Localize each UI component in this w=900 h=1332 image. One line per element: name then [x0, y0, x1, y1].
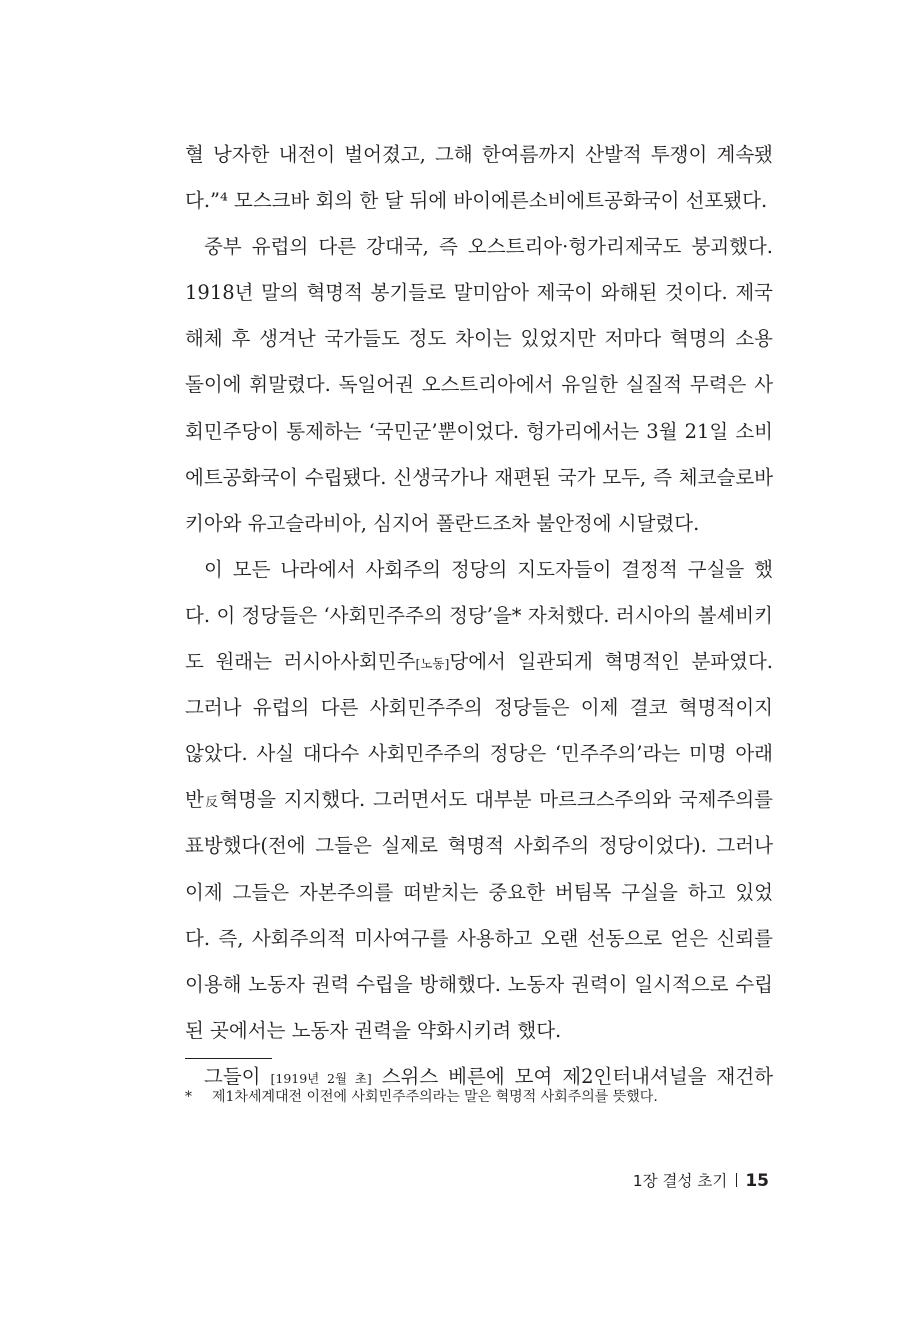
body-line: [185, 639, 773, 685]
body-line: 키아와 유고슬라비아, 심지어 폴란드조차 불안정에 시달렸다.: [185, 511, 700, 535]
body-text-segment: 반: [185, 788, 204, 812]
body-text-segment: 도 원래는 러시아사회민주: [185, 650, 416, 674]
body-line: 다. 즉, 사회주의적 미사여구를 사용하고 오랜 선동으로 얻은 신뢰를: [185, 926, 773, 950]
footer-separator: [736, 1173, 737, 1187]
body-line: 해체 후 생겨난 국가들도 정도 차이는 있었지만 저마다 혁명의 소용: [185, 327, 773, 351]
body-text-segment: 혁명을 지지했다. 그러면서도 대부분 마르크스주의와 국제주의를: [219, 788, 773, 812]
body-line: 이 모든 나라에서 사회주의 정당의 지도자들이 결정적 구실을 했: [204, 557, 773, 581]
body-text-segment: 스위스 베른에 모여 제2인터내셔널을 재건하: [371, 1064, 773, 1088]
body-line: 1918년 말의 혁명적 봉기들로 말미암아 제국이 와해된 것이다. 제국: [185, 281, 773, 305]
hanja-gloss: 反: [203, 794, 220, 810]
footnote-divider: [185, 1058, 272, 1059]
bracket-annotation: [노동]: [415, 656, 450, 672]
body-line: 이용해 노동자 권력 수립을 방해했다. 노동자 권력이 일시적으로 수립: [185, 972, 773, 996]
body-line: 혈 낭자한 내전이 벌어졌고, 그해 한여름까지 산발적 투쟁이 계속됐: [185, 143, 773, 166]
body-line: 돌이에 휘말렸다. 독일어권 오스트리아에서 유일한 실질적 무력은 사: [185, 373, 773, 397]
page-footer: [633, 1168, 769, 1194]
body-line: 다.”⁴ 모스크바 회의 한 달 뒤에 바이에른소비에트공화국이 선포됐다.: [185, 189, 768, 213]
body-line: 다. 이 정당들은 ‘사회민주주의 정당’을* 자처했다. 러시아의 볼셰비키: [185, 603, 773, 627]
body-line: 이제 그들은 자본주의를 떠받치는 중요한 버팀목 구실을 하고 있었: [185, 880, 773, 904]
footnote-mark: *: [185, 1089, 192, 1105]
body-line: 회민주당이 통제하는 ‘국민군’뿐이었다. 헝가리에서는 3월 21일 소비: [185, 419, 773, 443]
page-number: 15: [745, 1171, 769, 1191]
body-line: 그러나 유럽의 다른 사회민주주의 정당들은 이제 결코 혁명적이지: [185, 696, 773, 720]
body-line: 않았다. 사실 대다수 사회민주주의 정당은 ‘민주주의’라는 미명 아래: [185, 742, 773, 766]
body-line: 표방했다(전에 그들은 실제로 혁명적 사회주의 정당이었다). 그러나: [185, 834, 773, 858]
body-text-segment: 그들이: [204, 1064, 271, 1088]
running-chapter-title: 1장 결성 초기: [632, 1172, 728, 1190]
body-text: [185, 132, 773, 1100]
footnote: [185, 1086, 773, 1108]
body-line: 에트공화국이 수립됐다. 신생국가나 재편된 국가 모두, 즉 체코슬로바: [185, 465, 773, 489]
body-text-segment: 당에서 일관되게 혁명적인 분파였다.: [449, 650, 773, 674]
footnote-text: 제1차세계대전 이전에 사회민주주의라는 말은 혁명적 사회주의를 뜻했다.: [212, 1089, 658, 1105]
body-line: 중부 유럽의 다른 강대국, 즉 오스트리아·헝가리제국도 붕괴했다.: [204, 235, 773, 259]
body-line: 된 곳에서는 노동자 권력을 약화시키려 했다.: [185, 1018, 562, 1042]
bracket-annotation: [1919년 2월 초]: [270, 1070, 372, 1086]
body-line: [185, 777, 773, 823]
